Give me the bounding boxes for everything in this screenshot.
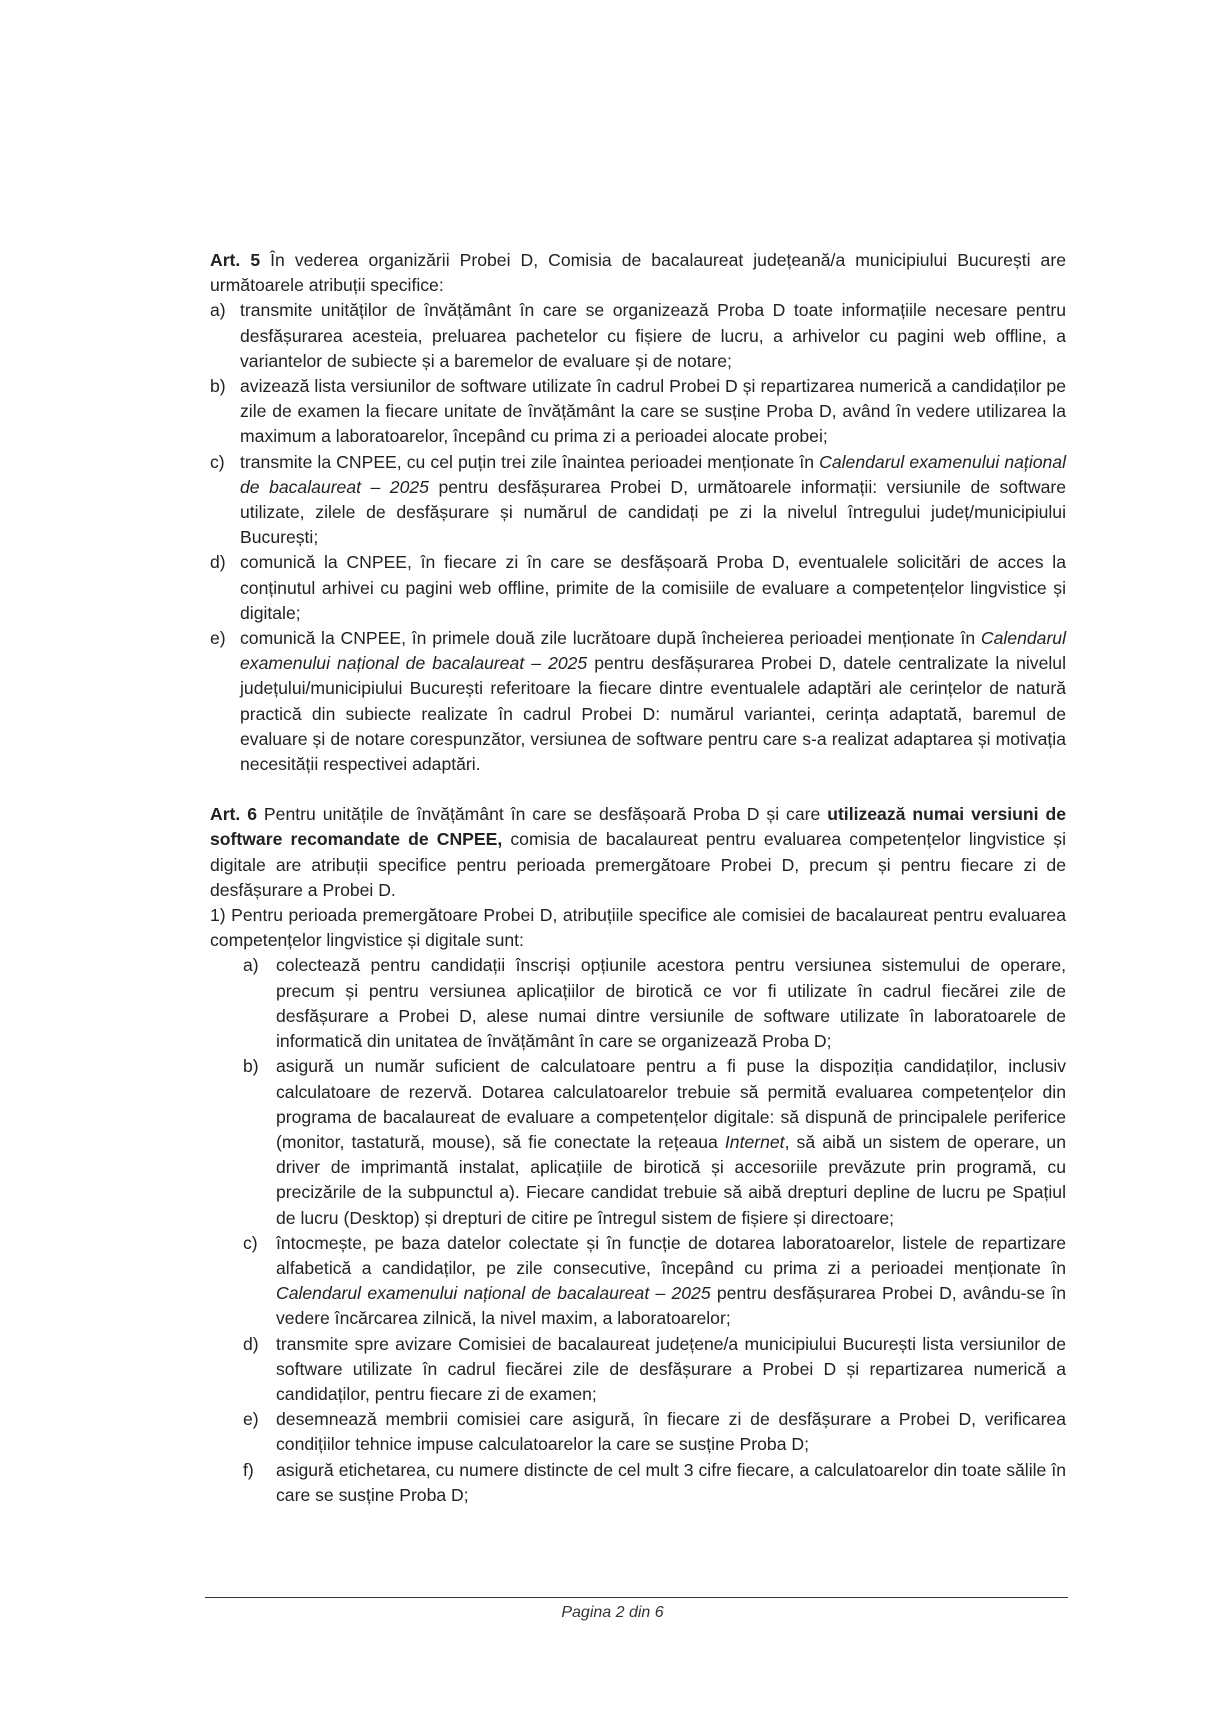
art6-item-c	[243, 1231, 1066, 1332]
art5-intro-text: În vederea organizării Probei D, Comisia de bacalaureat județeană/a municipiului București are următoarele atribuții specifice:	[210, 250, 1066, 296]
list-marker: f)	[243, 1459, 254, 1480]
list-item-text	[276, 1231, 1066, 1332]
art6-item-b	[243, 1054, 1066, 1230]
art5-item-e	[210, 626, 1066, 777]
art5-label: Art. 5	[210, 250, 261, 270]
text-segment: comunică la CNPEE, în primele două zile lucrătoare după încheierea perioadei menționate în	[240, 628, 981, 649]
art5-item-b	[210, 374, 1066, 450]
list-item-text	[276, 1054, 1066, 1230]
list-marker: b)	[210, 376, 226, 397]
text-segment: pentru desfășurarea Probei D, datele centralizate la nivelul județului/municipiului București referitoare la fiecare dintre eventualele adaptări ale cerințelor de natură practică din subiecte realizate în cadrul Probei D: numărul variantei, cerința adaptată, baremul de evaluare și de notare corespunzător, versiunea de software pentru care s-a realizat adaptarea și motivația necesității respectivei adaptări.	[240, 653, 1066, 775]
list-marker: a)	[210, 300, 226, 321]
calendar-reference: Calendarul examenului național de bacalaureat – 2025	[276, 1283, 711, 1304]
art6-section-1: 1) Pentru perioada premergătoare Probei D, atribuțiile specifice ale comisiei de bacalaureat pentru evaluarea competențelor lingvistice și digitale sunt:	[210, 905, 1066, 951]
list-item-text: comunică la CNPEE, în fiecare zi în care se desfășoară Proba D, eventualele solicitări de acces la conținutul arhivei cu pagini web offline, primite de la comisiile de evaluare a competențelor lingvistice și digitale;	[240, 552, 1066, 623]
text-segment: Pentru unitățile de învățământ în care se desfășoară Proba D și care	[257, 804, 828, 825]
art6-label: Art. 6	[210, 804, 258, 825]
list-marker: b)	[243, 1056, 259, 1077]
page-number: Pagina 2 din 6	[561, 1604, 664, 1621]
list-item-text: asigură etichetarea, cu numere distincte de cel mult 3 cifre fiecare, a calculatoarelor din toate sălile în care se susține Proba D;	[276, 1459, 1066, 1505]
document-body	[210, 248, 1066, 1508]
text-segment: asigură un număr suficient de calculatoare pentru a fi puse la dispoziția candidaților, inclusiv calculatoare de rezervă. Dotarea calculatoarelor trebuie să permită evaluarea competențelor din programa de bacalaureat de evaluare a competențelor digitale: să dispună de principalele periferice (monitor, tastatură, mouse), să fie conectate la rețeaua	[276, 1056, 1066, 1152]
list-marker: d)	[210, 552, 226, 573]
art6-item-a	[243, 953, 1066, 1054]
list-marker: d)	[243, 1333, 259, 1354]
art5-item-d	[210, 550, 1066, 626]
art6-item-d	[243, 1332, 1066, 1408]
list-item-text	[240, 450, 1066, 551]
text-segment: întocmește, pe baza datelor colectate și în funcție de dotarea laboratoarelor, listele de repartizare alfabetică a candidaților, pe zile consecutive, începând cu prima zi a perioadei menționate în	[276, 1232, 1066, 1278]
text-segment: pentru desfășurarea Probei D, următoarele informații: versiunile de software utilizate, zilele de desfășurare și numărul de candidați pe zi la nivelul întregului județ/municipiului București;	[240, 476, 1067, 548]
footer-divider	[205, 1597, 1068, 1598]
text-segment: transmite la CNPEE, cu cel puțin trei zile înaintea perioadei menționate în	[240, 451, 820, 472]
art6-item-e	[243, 1407, 1066, 1457]
list-marker: c)	[210, 451, 225, 472]
art5-item-a	[210, 298, 1066, 374]
art6-intro	[210, 802, 1066, 903]
list-item-text: desemnează membrii comisiei care asigură, în fiecare zi de desfășurare a Probei D, verificarea condițiilor tehnice impuse calculatoarelor la care se susține Proba D;	[276, 1409, 1066, 1455]
art6-item-f	[243, 1458, 1066, 1508]
art5-item-c	[210, 450, 1066, 551]
list-marker: a)	[243, 955, 259, 976]
list-marker: e)	[243, 1409, 259, 1430]
art6-emphasis: utilizează numai versiuni de software recomandate de CNPEE,	[210, 804, 1066, 850]
list-marker: e)	[210, 628, 226, 649]
calendar-reference: Calendarul examenului național de bacalaureat – 2025	[240, 628, 1066, 674]
list-item-text: transmite unităților de învățământ în care se organizează Proba D toate informațiile necesare pentru desfășurarea acesteia, preluarea pachetelor cu fișiere de lucru, a arhivelor cu pagini web offline, a variantelor de subiecte și a baremelor de evaluare și de notare;	[240, 300, 1066, 371]
section-spacer	[210, 777, 1066, 802]
list-marker: c)	[243, 1232, 258, 1253]
list-item-text: transmite spre avizare Comisiei de bacalaureat județene/a municipiului București lista versiunilor de software utilizate în cadrul fiecărei zile de desfășurare a Probei D și repartizarea numerică a candidaților, pentru fiecare zi de examen;	[276, 1333, 1066, 1404]
art5-list	[210, 298, 1066, 777]
list-item-text: avizează lista versiunilor de software utilizate în cadrul Probei D și repartizarea numerică a candidaților pe zile de examen la fiecare unitate de învățământ la care se susține Proba D, având în vedere utilizarea la maximum a laboratoarelor, începând cu prima zi a perioadei alocate probei;	[240, 376, 1066, 447]
calendar-reference: Calendarul examenului național de bacalaureat – 2025	[240, 451, 1066, 497]
text-segment: comisia de bacalaureat pentru evaluarea competențelor lingvistice și digitale are atribuții specifice pentru perioada premergătoare Probei D, precum și pentru fiecare zi de desfășurare a Probei D.	[210, 829, 1066, 900]
art6-list	[210, 953, 1066, 1507]
list-item-text: colectează pentru candidații înscriși opțiunile acestora pentru versiunea sistemului de operare, precum și pentru versiunea aplicațiilor de birotică ce vor fi utilizate în cadrul fiecărei zile de desfășurare a Probei D, alese numai dintre versiunile de software utilizate în laboratoarele de informatică din unitatea de învățământ în care se organizează Proba D;	[276, 955, 1066, 1052]
list-item-text	[240, 626, 1066, 777]
text-segment: , să aibă un sistem de operare, un driver de imprimantă instalat, aplicațiile de birotică și accesoriile prevăzute prin programă, cu precizările de la subpunctul a). Fiecare candidat trebuie să aibă drepturi depline de lucru pe Spațiul de lucru (Desktop) și drepturi de citire pe întregul sistem de fișiere și directoare;	[276, 1131, 1066, 1228]
internet-term: Internet	[724, 1131, 785, 1152]
text-segment: pentru desfășurarea Probei D, avându-se în vedere încărcarea zilnică, la nivel maxim, a laboratoarelor;	[276, 1283, 1066, 1329]
art5-intro	[210, 248, 1066, 298]
